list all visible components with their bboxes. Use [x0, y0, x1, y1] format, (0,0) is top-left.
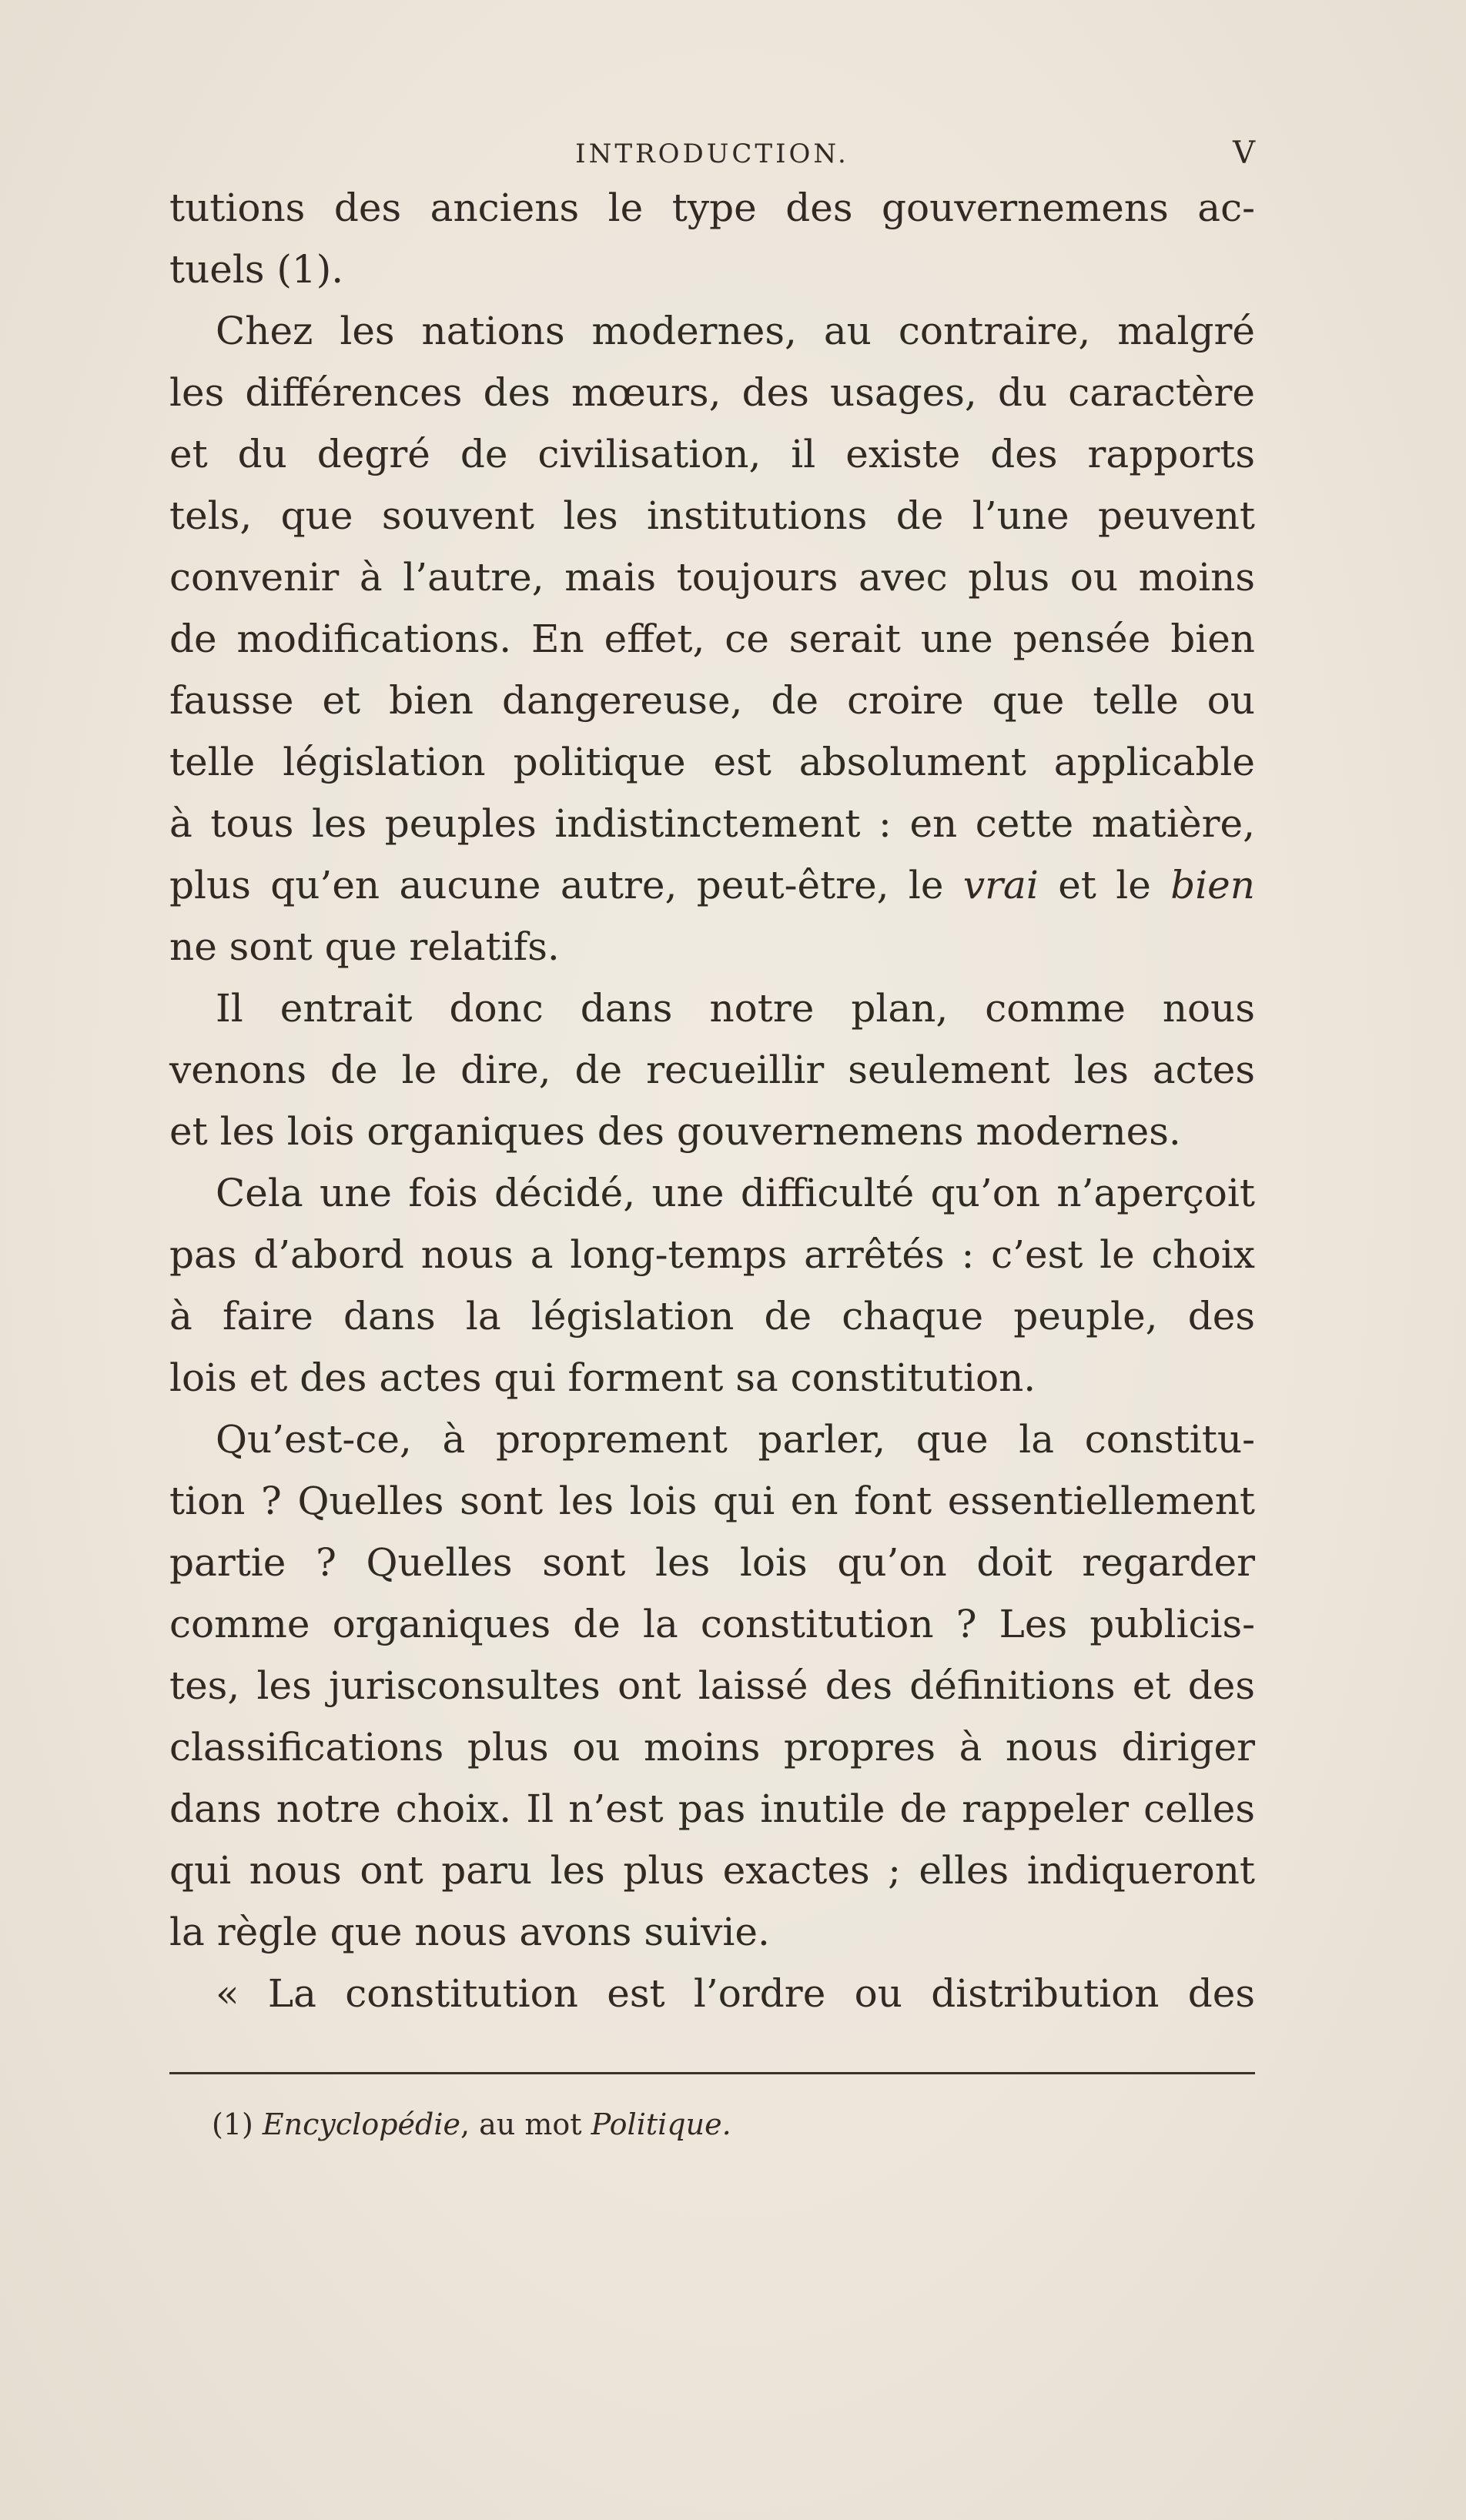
footnote-marker: (1) — [212, 2107, 253, 2141]
text-line: tels, que souvent les institutions de l’une peuvent — [169, 493, 1255, 538]
text-line: convenir à l’autre, mais toujours avec plus ou moins — [169, 555, 1255, 600]
text-line: la règle que nous avons suivie. — [169, 1910, 770, 1954]
footnote-rule — [169, 2072, 1255, 2074]
text-line: et les lois organiques des gouvernemens modernes. — [169, 1109, 1181, 1154]
text-line: venons de le dire, de recueillir seulement les actes — [169, 1048, 1255, 1092]
text-line: et du degré de civilisation, il existe des rapports — [169, 432, 1255, 476]
text-line: lois et des actes qui forment sa constitution. — [169, 1355, 1036, 1400]
text-line: à faire dans la législation de chaque peuple, des — [169, 1294, 1255, 1339]
text-line: de modifications. En effet, ce serait une pensée bien — [169, 617, 1255, 661]
text-line: partie ? Quelles sont les lois qu’on doit regarder — [169, 1540, 1255, 1585]
text-line: telle législation politique est absolument applicable — [169, 740, 1255, 784]
text-line: qui nous ont paru les plus exactes ; elles indiqueront — [169, 1848, 1255, 1893]
text-line: les différences des mœurs, des usages, du caractère — [169, 370, 1255, 415]
text-line: dans notre choix. Il n’est pas inutile de rappeler celles — [169, 1786, 1255, 1831]
footnote-entry: Politique. — [591, 2107, 731, 2141]
running-title: INTRODUCTION. — [575, 139, 849, 169]
text-line: « La constitution est l’ordre ou distribution des — [216, 1971, 1255, 2016]
text-line: ne sont que relatifs. — [169, 924, 560, 969]
text-line: plus qu’en aucune autre, peut-être, le vrai et le bien — [169, 863, 1255, 907]
text-line: fausse et bien dangereuse, de croire que telle ou — [169, 678, 1255, 723]
text-line: tutions des anciens le type des gouvernemens ac- — [169, 185, 1255, 230]
text-line: Cela une fois décidé, une difficulté qu’on n’aperçoit — [216, 1171, 1255, 1215]
body-text — [169, 177, 1255, 2024]
text-line: tuels (1). — [169, 247, 344, 292]
text-line: classifications plus ou moins propres à nous diriger — [169, 1725, 1255, 1770]
text-line: Il entrait donc dans notre plan, comme nous — [216, 986, 1255, 1031]
text-line: pas d’abord nous a long-temps arrêtés : c’est le choix — [169, 1232, 1255, 1277]
running-head — [169, 131, 1255, 177]
text-line: Chez les nations modernes, au contraire, malgré — [216, 309, 1255, 353]
text-line: Qu’est-ce, à proprement parler, que la constitu- — [216, 1417, 1255, 1462]
text-line: à tous les peuples indistinctement : en cette matière, — [169, 801, 1255, 846]
footnote-middle: , au mot — [460, 2107, 582, 2141]
footnote-work: Encyclopédie — [262, 2107, 460, 2141]
footnote — [212, 2101, 731, 2147]
text-line: tes, les jurisconsultes ont laissé des définitions et des — [169, 1663, 1255, 1708]
text-line: comme organiques de la constitution ? Les publicis- — [169, 1602, 1255, 1646]
page-number: V — [1233, 135, 1255, 171]
text-line: tion ? Quelles sont les lois qui en font essentiellement — [169, 1479, 1255, 1523]
